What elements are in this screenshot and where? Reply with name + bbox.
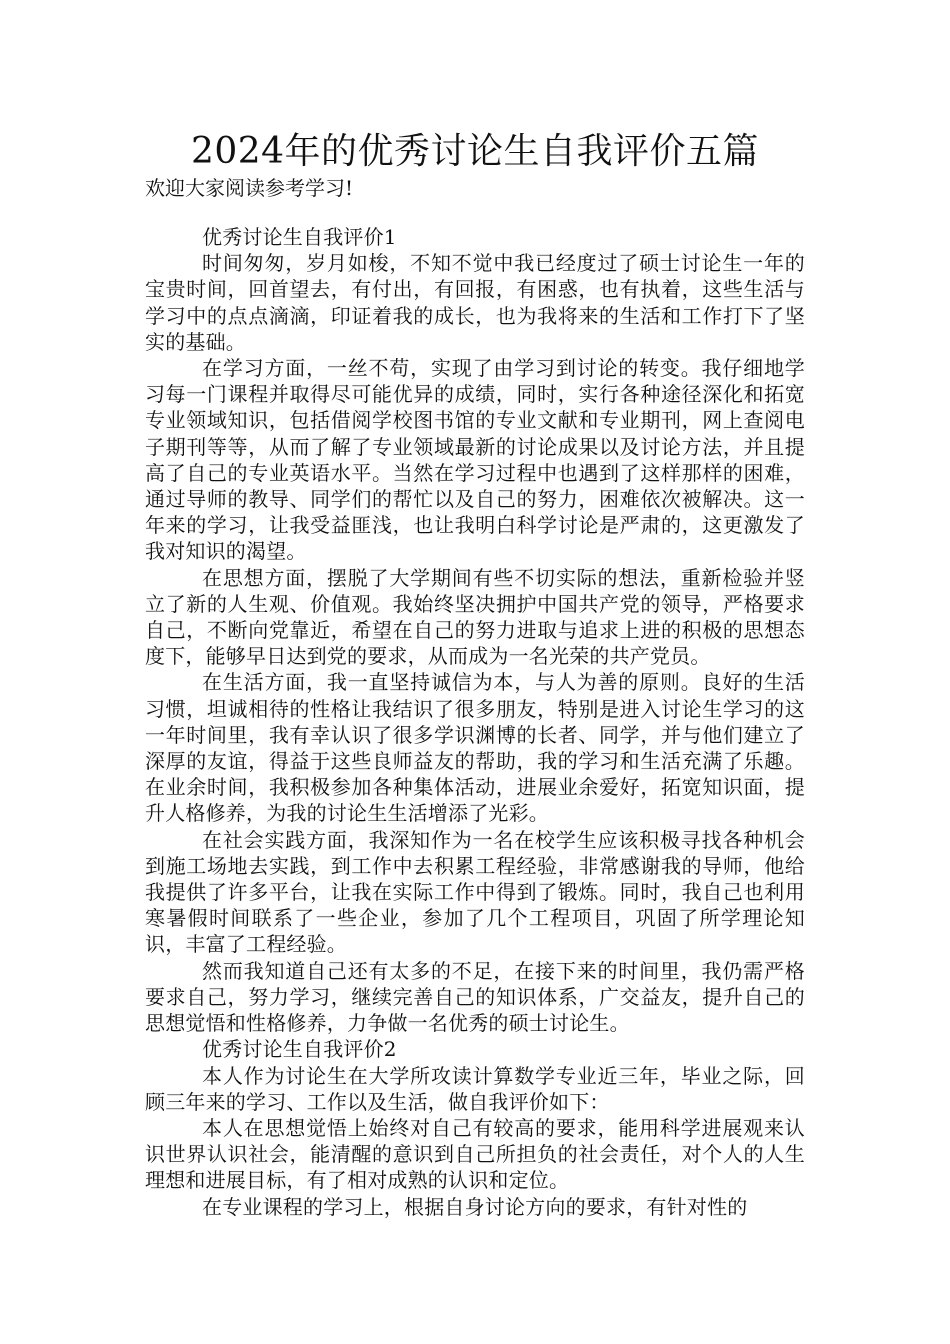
section-1-paragraph: 然而我知道自己还有太多的不足，在接下来的时间里，我仍需严格要求自己，努力学习，继续完善自己的知识体系，广交益友，提升自己的思想觉悟和性格修养，力争做一名优秀的硕士讨论生。 [145, 958, 805, 1036]
intro-line: 欢迎大家阅读参考学习! [145, 176, 354, 200]
section-1-paragraph: 在生活方面，我一直坚持诚信为本，与人为善的原则。良好的生活习惯，坦诚相待的性格让我结识了很多朋友，特别是进入讨论生学习的这一年时间里，我有幸认识了很多学识渊博的长者、同学，并与他们建立了深厚的友谊，得益于这些良师益友的帮助，我的学习和生活充满了乐趣。在业余时间，我积极参加各种集体活动，进展业余爱好，拓宽知识面，提升人格修养，为我的讨论生生活增添了光彩。 [145, 670, 805, 826]
section-2-paragraph: 在专业课程的学习上，根据自身讨论方向的要求，有针对性的 [202, 1194, 748, 1219]
section-1-paragraph: 在学习方面，一丝不苟，实现了由学习到讨论的转变。我仔细地学习每一门课程并取得尽可能优异的成绩，同时，实行各种途径深化和拓宽专业领域知识，包括借阅学校图书馆的专业文献和专业期刊，网上查阅电子期刊等等，从而了解了专业领域最新的讨论成果以及讨论方法，并且提高了自己的专业英语水平。当然在学习过程中也遇到了这样那样的困难，通过导师的教导、同学们的帮忙以及自己的努力，困难依次被解决。这一年来的学习，让我受益匪浅，也让我明白科学讨论是严肃的，这更激发了我对知识的渴望。 [145, 356, 805, 564]
document-title: 2024年的优秀讨论生自我评价五篇 [190, 131, 760, 172]
section-1-paragraph: 在思想方面，摆脱了大学期间有些不切实际的想法，重新检验并竖立了新的人生观、价值观。我始终坚决拥护中国共产党的领导，严格要求自己，不断向党靠近，希望在自己的努力进取与追求上进的积极的思想态度下，能够早日达到党的要求，从而成为一名光荣的共产党员。 [145, 565, 805, 669]
section-2-paragraph: 本人作为讨论生在大学所攻读计算数学专业近三年，毕业之际，回顾三年来的学习、工作以及生活，做自我评价如下： [145, 1063, 805, 1114]
section-1-paragraph: 时间匆匆，岁月如梭，不知不觉中我已经度过了硕士讨论生一年的宝贵时间，回首望去，有付出，有回报，有困惑，也有执着，这些生活与学习中的点点滴滴，印证着我的成长，也为我将来的生活和工作打下了坚实的基础。 [145, 251, 805, 354]
section-heading-2: 优秀讨论生自我评价2 [202, 1037, 397, 1062]
section-1-paragraph: 在社会实践方面，我深知作为一名在校学生应该积极寻找各种机会到施工场地去实践，到工作中去积累工程经验，非常感谢我的导师，他给我提供了许多平台，让我在实际工作中得到了锻炼。同时，我自己也利用寒暑假时间联系了一些企业，参加了几个工程项目，巩固了所学理论知识，丰富了工程经验。 [145, 827, 805, 957]
section-2-paragraph: 本人在思想觉悟上始终对自己有较高的要求，能用科学进展观来认识世界认识社会，能清醒的意识到自己所担负的社会责任，对个人的人生理想和进展目标，有了相对成熟的认识和定位。 [145, 1115, 805, 1193]
section-heading-1: 优秀讨论生自我评价1 [202, 225, 397, 249]
document-body [145, 224, 805, 1220]
